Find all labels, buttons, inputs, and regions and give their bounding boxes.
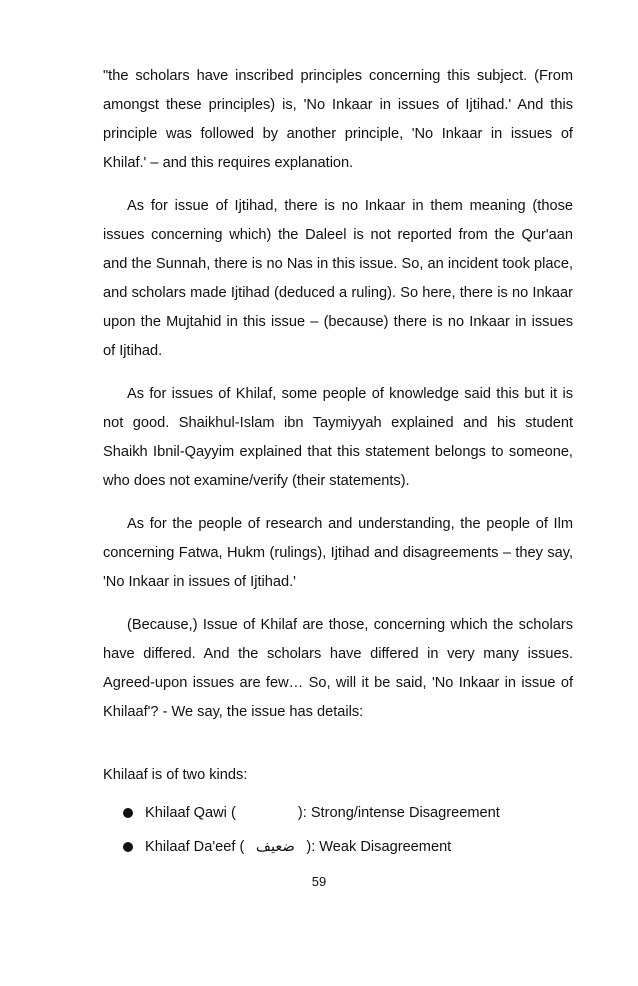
list-item-khilaaf-qawi [103, 796, 573, 830]
paragraph-1: "the scholars have inscribed principles concerning this subject. (From amongst these principles) is, 'No Inkaar in issues of Ijtihad.' And this principle was followed by another principle, 'No Inkaar in issues of Khilaf.' – and this requires explanation. [103, 68, 573, 171]
paragraph-2: As for issue of Ijtihad, there is no Inkaar in them meaning (those issues concerning which) the Daleel is not reported from the Qur'aan and the Sunnah, there is no Nas in this issue. So, an incident took place, and scholars made Ijtihad (deduced a ruling). So here, there is no Inkaar upon the Mujtahid in this issue – (because) there is no Inkaar in issues of Ijtihad. [103, 198, 573, 359]
kind-suffix: ): Strong/intense Disagreement [297, 805, 500, 821]
kind-prefix: Khilaaf Qawi ( [145, 805, 236, 821]
list-item-khilaaf-daeef [103, 830, 573, 864]
bullet-icon [123, 808, 133, 818]
kinds-list [103, 796, 573, 864]
kind-arabic: ضعيف [255, 838, 295, 855]
page-body [103, 62, 573, 864]
page-number: 59 [311, 874, 327, 889]
bullet-icon [123, 842, 133, 852]
kind-prefix: Khilaaf Da'eef ( [145, 839, 245, 855]
paragraph-5: (Because,) Issue of Khilaf are those, concerning which the scholars have differed. And the scholars have differed in very many issues. Agreed-upon issues are few… So, will it be said, 'No Inkaar in issue of Khilaaf'? - We say, the issue has details: [103, 617, 573, 720]
kind-suffix: ): Weak Disagreement [306, 839, 452, 855]
paragraph-4: As for the people of research and understanding, the people of Ilm concerning Fatwa, Hukm (rulings), Ijtihad and disagreements – they say, 'No Inkaar in issues of Ijtihad.' [103, 516, 573, 590]
paragraph-3: As for issues of Khilaf, some people of knowledge said this but it is not good. Shaikhul-Islam ibn Taymiyyah explained and his student Shaikh Ibnil-Qayyim explained that this statement belongs to someone, who does not examine/verify (their statements). [103, 386, 573, 489]
kinds-heading: Khilaaf is of two kinds: [103, 767, 248, 783]
